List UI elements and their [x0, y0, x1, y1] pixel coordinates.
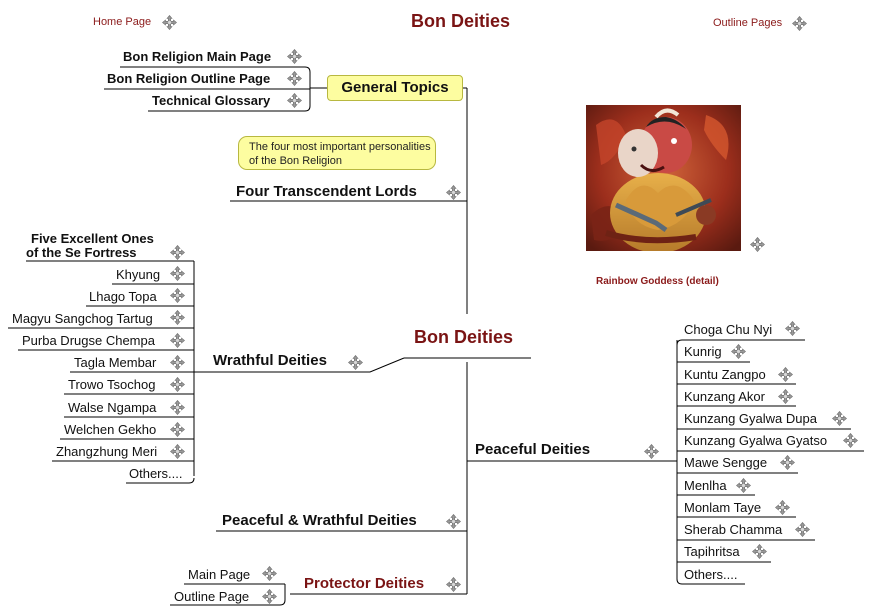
expand-icon[interactable] [446, 577, 461, 592]
wrathful-item[interactable]: Trowo Tsochog [68, 377, 156, 392]
expand-icon[interactable] [731, 344, 746, 359]
expand-icon[interactable] [795, 522, 810, 537]
expand-icon[interactable] [785, 321, 800, 336]
expand-icon[interactable] [750, 237, 765, 252]
peaceful-item[interactable]: Kunzang Akor [684, 389, 765, 404]
wrathful-item[interactable]: Magyu Sangchog Tartug [12, 311, 153, 326]
wrathful-deities-node[interactable]: Wrathful Deities [213, 352, 327, 369]
expand-icon[interactable] [170, 444, 185, 459]
expand-icon[interactable] [287, 71, 302, 86]
peaceful-item[interactable]: Tapihritsa [684, 544, 740, 559]
peaceful-item[interactable]: Kunzang Gyalwa Gyatso [684, 433, 828, 448]
peaceful-item[interactable]: Kuntu Zangpo [684, 367, 766, 382]
expand-icon[interactable] [778, 389, 793, 404]
expand-icon[interactable] [778, 367, 793, 382]
image-caption: Rainbow Goddess (detail) [596, 276, 719, 287]
expand-icon[interactable] [446, 185, 461, 200]
expand-icon[interactable] [170, 288, 185, 303]
protector-item[interactable]: Main Page [188, 567, 251, 582]
expand-icon[interactable] [262, 566, 277, 581]
general-topic-item[interactable]: Technical Glossary [152, 93, 271, 108]
wrathful-item[interactable]: Khyung [116, 267, 161, 282]
expand-icon[interactable] [170, 333, 185, 348]
general-topic-item[interactable]: Bon Religion Main Page [123, 49, 272, 64]
expand-icon[interactable] [348, 355, 363, 370]
peaceful-wrathful-deities-node[interactable]: Peaceful & Wrathful Deities [222, 512, 417, 529]
peaceful-item[interactable]: Sherab Chamma [684, 522, 783, 537]
central-topic: Bon Deities [414, 327, 514, 347]
expand-icon[interactable] [644, 444, 659, 459]
peaceful-item[interactable]: Monlam Taye [684, 500, 762, 515]
protector-deities-node[interactable]: Protector Deities [304, 575, 425, 592]
expand-icon[interactable] [162, 15, 177, 30]
expand-icon[interactable] [287, 49, 302, 64]
expand-icon[interactable] [262, 589, 277, 604]
five-excellent-ones-line1[interactable]: Five Excellent Ones [31, 231, 154, 246]
rainbow-goddess-image[interactable] [586, 105, 741, 251]
wrathful-item[interactable]: Lhago Topa [89, 289, 157, 304]
expand-icon[interactable] [446, 514, 461, 529]
general-topics-node[interactable]: General Topics [327, 75, 463, 101]
peaceful-item[interactable]: Menlha [684, 478, 727, 493]
protector-item[interactable]: Outline Page [174, 589, 250, 604]
expand-icon[interactable] [170, 310, 185, 325]
page-title: Bon Deities [411, 11, 511, 31]
four-transcendent-lords-node[interactable]: Four Transcendent Lords [236, 183, 417, 200]
wrathful-item[interactable]: Welchen Gekho [64, 422, 157, 437]
expand-icon[interactable] [170, 400, 185, 415]
peaceful-item[interactable]: Mawe Sengge [684, 455, 768, 470]
expand-icon[interactable] [287, 93, 302, 108]
expand-icon[interactable] [736, 478, 751, 493]
peaceful-item[interactable]: Kunzang Gyalwa Dupa [684, 411, 817, 426]
general-topic-item[interactable]: Bon Religion Outline Page [107, 71, 271, 86]
callout-note: The four most important personalities of the Bon Religion [238, 136, 436, 170]
expand-icon[interactable] [843, 433, 858, 448]
wrathful-item[interactable]: Tagla Membar [74, 355, 157, 370]
expand-icon[interactable] [832, 411, 847, 426]
expand-icon[interactable] [170, 355, 185, 370]
expand-icon[interactable] [775, 500, 790, 515]
wrathful-item[interactable]: Purba Drugse Chempa [22, 333, 155, 348]
expand-icon[interactable] [752, 544, 767, 559]
expand-icon[interactable] [170, 266, 185, 281]
home-page-link[interactable]: Home Page [93, 16, 152, 28]
outline-pages-link[interactable]: Outline Pages [713, 17, 783, 29]
wrathful-item[interactable]: Walse Ngampa [68, 400, 157, 415]
expand-icon[interactable] [170, 245, 185, 260]
expand-icon[interactable] [780, 455, 795, 470]
peaceful-item[interactable]: Kunrig [684, 344, 722, 359]
expand-icon[interactable] [792, 16, 807, 31]
peaceful-deities-node[interactable]: Peaceful Deities [475, 441, 591, 458]
five-excellent-ones-line2[interactable]: of the Se Fortress [26, 245, 137, 260]
peaceful-item[interactable]: Choga Chu Nyi [684, 322, 773, 337]
wrathful-item[interactable]: Others.... [129, 466, 183, 481]
wrathful-item[interactable]: Zhangzhung Meri [56, 444, 158, 459]
expand-icon[interactable] [170, 377, 185, 392]
expand-icon[interactable] [170, 422, 185, 437]
peaceful-item[interactable]: Others.... [684, 567, 738, 582]
